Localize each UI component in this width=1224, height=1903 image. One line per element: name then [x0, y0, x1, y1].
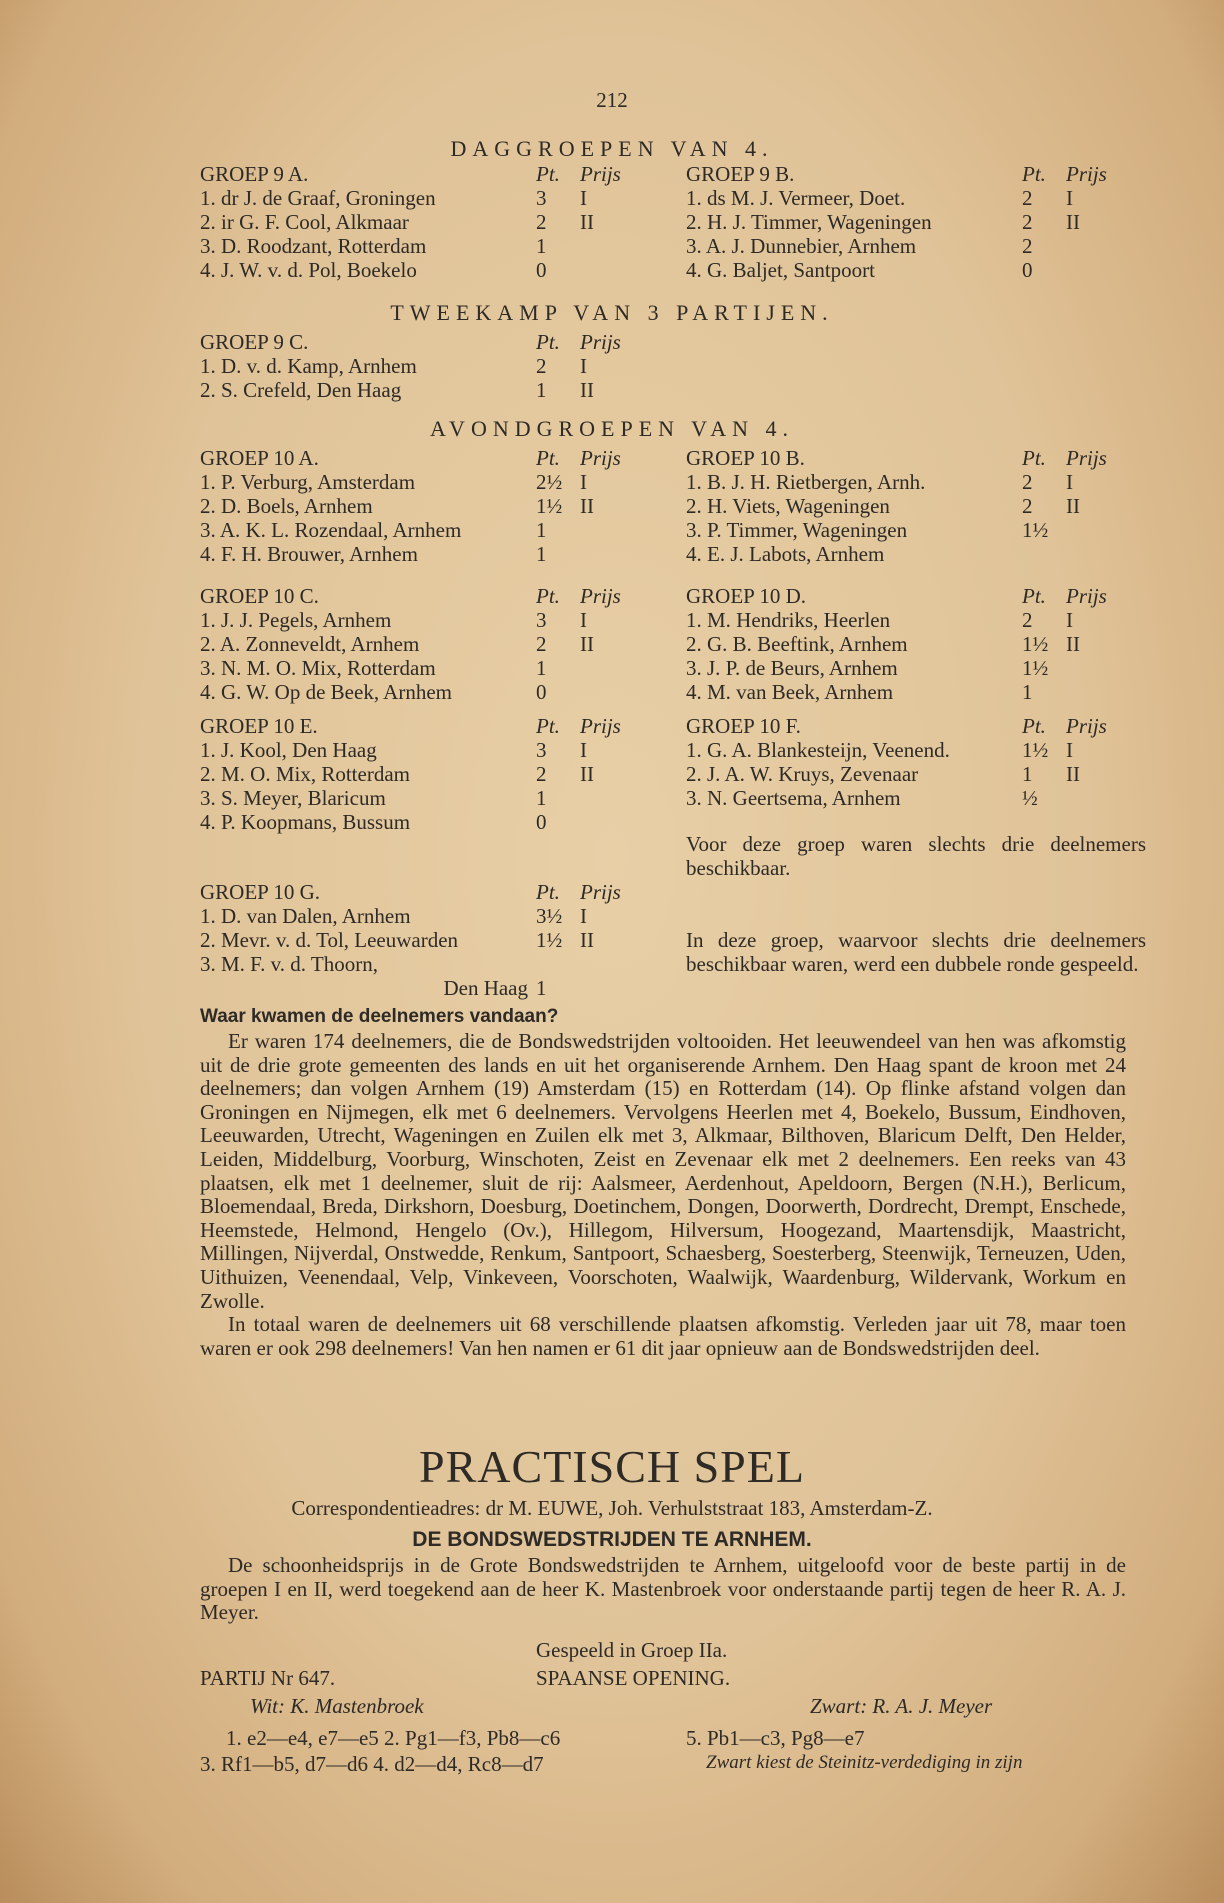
player-points: 1: [1022, 680, 1033, 704]
player-prize: [1066, 680, 1126, 704]
player-prize: [580, 258, 640, 282]
black-player: Zwart: R. A. J. Meyer: [810, 1694, 993, 1718]
group-table: [686, 714, 1126, 810]
origin-text: [200, 1030, 1126, 1360]
group-table: [686, 584, 1126, 704]
group-row: [200, 518, 640, 542]
group-row: [200, 976, 640, 1000]
group-row: [686, 608, 1126, 632]
group-row: [200, 542, 640, 566]
group-row: [686, 518, 1126, 542]
moves-line-3: 5. Pb1—c3, Pg8—e7: [686, 1726, 865, 1750]
player-points: 1: [536, 378, 547, 402]
player-points: 2: [1022, 234, 1033, 258]
player-points: 3: [536, 738, 547, 762]
player-name: 2. J. A. W. Kruys, Zevenaar: [686, 762, 919, 786]
player-points: 2: [1022, 608, 1033, 632]
player-prize: II: [580, 210, 594, 234]
group-row: [200, 608, 640, 632]
points-column-header: Pt.: [536, 714, 560, 738]
group-header: [200, 162, 640, 186]
page-number: 212: [596, 88, 628, 112]
player-prize: II: [1066, 494, 1080, 518]
group-row: [686, 234, 1126, 258]
player-points: 1½: [1022, 738, 1049, 762]
group-row: [200, 762, 640, 786]
group-row: [686, 542, 1126, 566]
group-row: [200, 186, 640, 210]
player-points: 2½: [536, 470, 563, 494]
player-prize: [580, 976, 640, 1000]
player-prize: II: [580, 928, 594, 952]
group-row: [200, 258, 640, 282]
group-table: [686, 446, 1126, 566]
player-name: 3. P. Timmer, Wageningen: [686, 518, 908, 542]
player-name: 1. G. A. Blankesteijn, Veenend.: [686, 738, 950, 762]
player-points: 0: [536, 258, 547, 282]
group-row: [200, 952, 640, 976]
player-prize: I: [1066, 738, 1073, 762]
player-name: 3. J. P. de Beurs, Arnhem: [686, 656, 898, 680]
player-name: 2. H. J. Timmer, Wageningen: [686, 210, 932, 234]
group-table: [200, 446, 640, 566]
player-name: 2. Mevr. v. d. Tol, Leeuwarden: [200, 928, 459, 952]
section-title-avondgroepen: AVONDGROEPEN VAN 4.: [430, 416, 794, 441]
player-name: 1. ds M. J. Vermeer, Doet.: [686, 186, 906, 210]
group-label: GROEP 10 G.: [200, 880, 320, 904]
player-name: 1. dr J. de Graaf, Groningen: [200, 186, 436, 210]
section-title-daggroepen: DAGGROEPEN VAN 4.: [450, 136, 774, 161]
player-prize: II: [580, 494, 594, 518]
practisch-paragraph: [200, 1554, 1126, 1625]
player-points: 3: [536, 608, 547, 632]
player-points: 2: [1022, 186, 1033, 210]
player-prize: I: [580, 186, 587, 210]
player-prize: II: [1066, 762, 1080, 786]
player-prize: [580, 656, 640, 680]
player-prize: II: [1066, 632, 1080, 656]
group-row: [686, 762, 1126, 786]
player-name: 1. D. van Dalen, Arnhem: [200, 904, 411, 928]
player-prize: I: [580, 470, 587, 494]
group-row: [686, 786, 1126, 810]
group-label: GROEP 10 A.: [200, 446, 319, 470]
player-prize: II: [580, 762, 594, 786]
player-prize: I: [580, 608, 587, 632]
player-points: 0: [536, 810, 547, 834]
group-row: [686, 632, 1126, 656]
prize-column-header: Prijs: [580, 162, 621, 186]
player-name: 1. J. Kool, Den Haag: [200, 738, 377, 762]
points-column-header: Pt.: [536, 584, 560, 608]
points-column-header: Pt.: [1022, 446, 1046, 470]
group-row: [686, 494, 1126, 518]
moves-comment: Zwart kiest de Steinitz-verdediging in zijn: [706, 1752, 1023, 1773]
group-table: [200, 330, 640, 402]
prize-column-header: Prijs: [580, 714, 621, 738]
player-name: 2. G. B. Beeftink, Arnhem: [686, 632, 908, 656]
group-table: [200, 714, 640, 834]
player-points: 2: [536, 210, 547, 234]
group-row: [200, 738, 640, 762]
group-row: [200, 928, 640, 952]
group-row: [686, 680, 1126, 704]
player-points: 1: [1022, 762, 1033, 786]
player-points: [1022, 542, 1066, 566]
player-prize: I: [1066, 470, 1073, 494]
player-name: 1. J. J. Pegels, Arnhem: [200, 608, 392, 632]
group-header: [200, 446, 640, 470]
player-points: 2: [536, 632, 547, 656]
player-points: 1½: [1022, 656, 1049, 680]
player-prize: [580, 786, 640, 810]
origin-paragraph-2: In totaal waren de deelnemers uit 68 verschillende plaatsen afkomstig. Verleden jaar uit 78, maar toen waren er ook 298 deelnemers! Van hen namen er 61 dit jaar opnieuw aan de Bondswedstrijden deel.: [200, 1312, 1126, 1360]
group-row: [200, 680, 640, 704]
group-label: GROEP 9 B.: [686, 162, 795, 186]
player-points: 1½: [1022, 632, 1049, 656]
group-row: [686, 738, 1126, 762]
note-group-f: Voor deze groep waren slechts drie deelnemers beschikbaar.: [686, 832, 1146, 880]
prize-column-header: Prijs: [580, 330, 621, 354]
player-points: 1½: [1022, 518, 1049, 542]
player-name: 4. M. van Beek, Arnhem: [686, 680, 894, 704]
player-name: Den Haag: [443, 976, 528, 1000]
player-prize: II: [1066, 210, 1080, 234]
note-group-g: In deze groep, waarvoor slechts drie deelnemers beschikbaar waren, werd een dubbele ronde gespeeld.: [686, 928, 1146, 976]
group-label: GROEP 10 E.: [200, 714, 318, 738]
white-player: Wit: K. Mastenbroek: [250, 1694, 424, 1718]
player-points: 3½: [536, 904, 563, 928]
origin-paragraph-1: Er waren 174 deelnemers, die de Bondswedstrijden voltooiden. Het leeuwendeel van hen was afkomstig uit de drie grote gemeenten des lands en uit het organiserende Arnhem. Den Haag spant de kroon met 24 deelnemers; dan volgen Arnhem (19) Amsterdam (15) en Rotterdam (14). Op flinke afstand volgen dan Groningen en Nijmegen, elk met 6 deelnemers. Vervolgens Heerlen met 4, Boekelo, Bussum, Eindhoven, Leeuwarden, Utrecht, Wageningen en Zuilen elk met 3, Alkmaar, Bilthoven, Blaricum Delft, Den Helder, Leiden, Middelburg, Voorburg, Winschoten, Zeist en Zevenaar elk met 2 deelnemers. Een reeks van 43 plaatsen, elk met 1 deelnemer, sluit de rij: Aalsmeer, Aerdenhout, Apeldoorn, Bergen (N.H.), Berlicum, Bloemendaal, Breda, Dirkshorn, Doesburg, Doetinchem, Dongen, Doorwerth, Dordrecht, Drempt, Enschede, Heemstede, Helmond, Hengelo (Ov.), Hillegom, Hilversum, Hoogezand, Maartensdijk, Maastricht, Millingen, Nijverdal, Onstwedde, Renkum, Santpoort, Schaesberg, Soesterberg, Steenwijk, Terneuzen, Uden, Uithuizen, Veenendaal, Velp, Vinkeveen, Voorschoten, Waalwijk, Waardenburg, Wildervank, Workum en Zwolle.: [200, 1029, 1126, 1313]
player-prize: [1066, 656, 1126, 680]
player-name: 4. P. Koopmans, Bussum: [200, 810, 411, 834]
group-label: GROEP 10 B.: [686, 446, 805, 470]
group-row: [200, 470, 640, 494]
practisch-paragraph-text: De schoonheidsprijs in de Grote Bondswedstrijden te Arnhem, uitgeloofd voor de beste partij in de groepen I en II, werd toegekend aan de heer K. Mastenbroek voor onderstaande partij tegen de heer R. A. J. Meyer.: [200, 1553, 1126, 1625]
group-table: [686, 162, 1126, 282]
prize-column-header: Prijs: [1066, 446, 1107, 470]
player-prize: [580, 680, 640, 704]
player-prize: I: [580, 738, 587, 762]
prize-column-header: Prijs: [580, 880, 621, 904]
player-prize: [580, 542, 640, 566]
player-name: 3. A. J. Dunnebier, Arnhem: [686, 234, 917, 258]
player-points: 1: [536, 976, 547, 1000]
points-column-header: Pt.: [536, 446, 560, 470]
player-name: 4. E. J. Labots, Arnhem: [686, 542, 885, 566]
group-row: [200, 632, 640, 656]
player-points: 2: [1022, 470, 1033, 494]
player-name: 2. ir G. F. Cool, Alkmaar: [200, 210, 409, 234]
player-points: 1: [536, 786, 547, 810]
section-title-tweekamp: TWEEKAMP VAN 3 PARTIJEN.: [390, 300, 834, 325]
group-header: [686, 584, 1126, 608]
group-label: GROEP 10 C.: [200, 584, 319, 608]
player-name: 3. N. M. O. Mix, Rotterdam: [200, 656, 436, 680]
prize-column-header: Prijs: [580, 446, 621, 470]
group-row: [200, 656, 640, 680]
played-in-group: Gespeeld in Groep IIa.: [536, 1638, 728, 1662]
player-prize: [1066, 518, 1126, 542]
opening-name: SPAANSE OPENING.: [536, 1666, 731, 1690]
player-prize: [1066, 786, 1126, 810]
player-prize: [1066, 258, 1126, 282]
group-row: [686, 258, 1126, 282]
player-points: [536, 952, 580, 976]
player-name: 4. G. Baljet, Santpoort: [686, 258, 875, 282]
player-points: 1: [536, 656, 547, 680]
prize-column-header: Prijs: [1066, 584, 1107, 608]
player-prize: [1066, 542, 1126, 566]
player-prize: I: [580, 354, 587, 378]
player-prize: [580, 810, 640, 834]
player-prize: I: [580, 904, 587, 928]
group-row: [200, 494, 640, 518]
subtitle-bondswedstrijden: DE BONDSWEDSTRIJDEN TE ARNHEM.: [412, 1528, 812, 1551]
partij-number: PARTIJ Nr 647.: [200, 1666, 336, 1690]
player-name: 1. M. Hendriks, Heerlen: [686, 608, 891, 632]
group-header: [200, 880, 640, 904]
player-points: 0: [536, 680, 547, 704]
player-name: 3. D. Roodzant, Rotterdam: [200, 234, 427, 258]
player-name: 3. A. K. L. Rozendaal, Arnhem: [200, 518, 462, 542]
player-points: 1: [536, 518, 547, 542]
group-row: [686, 186, 1126, 210]
player-name: 2. D. Boels, Arnhem: [200, 494, 373, 518]
group-header: [686, 162, 1126, 186]
player-points: 2: [536, 762, 547, 786]
player-name: 3. S. Meyer, Blaricum: [200, 786, 386, 810]
player-points: ½: [1022, 786, 1038, 810]
moves-line-2: 3. Rf1—b5, d7—d6 4. d2—d4, Rc8—d7: [200, 1752, 544, 1776]
group-row: [200, 234, 640, 258]
group-row: [686, 656, 1126, 680]
group-header: [686, 714, 1126, 738]
correspondence-address: Correspondentieadres: dr M. EUWE, Joh. Verhulststraat 183, Amsterdam-Z.: [291, 1496, 933, 1520]
points-column-header: Pt.: [1022, 584, 1046, 608]
player-name: 1. D. v. d. Kamp, Arnhem: [200, 354, 417, 378]
prize-column-header: Prijs: [1066, 162, 1107, 186]
group-row: [200, 210, 640, 234]
player-name: 2. S. Crefeld, Den Haag: [200, 378, 402, 402]
player-name: 1. B. J. H. Rietbergen, Arnh.: [686, 470, 926, 494]
player-prize: II: [580, 378, 594, 402]
group-label: GROEP 10 D.: [686, 584, 806, 608]
prize-column-header: Prijs: [580, 584, 621, 608]
player-name: 2. H. Viets, Wageningen: [686, 494, 890, 518]
group-row: [686, 470, 1126, 494]
group-table: [200, 584, 640, 704]
player-prize: [1066, 234, 1126, 258]
group-label: GROEP 9 C.: [200, 330, 309, 354]
prize-column-header: Prijs: [1066, 714, 1107, 738]
group-row: [200, 786, 640, 810]
group-header: [200, 714, 640, 738]
points-column-header: Pt.: [536, 162, 560, 186]
player-name: 3. N. Geertsema, Arnhem: [686, 786, 901, 810]
group-row: [200, 354, 640, 378]
origin-heading: Waar kwamen de deelnemers vandaan?: [200, 1006, 559, 1027]
player-prize: [580, 518, 640, 542]
points-column-header: Pt.: [1022, 162, 1046, 186]
group-header: [200, 584, 640, 608]
player-name: 2. A. Zonneveldt, Arnhem: [200, 632, 420, 656]
player-points: 0: [1022, 258, 1033, 282]
player-points: 1½: [536, 928, 563, 952]
player-points: 1: [536, 234, 547, 258]
player-points: 2: [1022, 494, 1033, 518]
practisch-spel-title: PRACTISCH SPEL: [419, 1441, 805, 1492]
points-column-header: Pt.: [536, 330, 560, 354]
player-points: 1: [536, 542, 547, 566]
player-name: 1. P. Verburg, Amsterdam: [200, 470, 416, 494]
group-label: GROEP 9 A.: [200, 162, 309, 186]
group-label: GROEP 10 F.: [686, 714, 801, 738]
player-points: 2: [536, 354, 547, 378]
group-table: [200, 162, 640, 282]
player-prize: [580, 234, 640, 258]
points-column-header: Pt.: [536, 880, 560, 904]
player-prize: I: [1066, 186, 1073, 210]
group-header: [200, 330, 640, 354]
player-points: 3: [536, 186, 547, 210]
points-column-header: Pt.: [1022, 714, 1046, 738]
player-points: 2: [1022, 210, 1033, 234]
group-row: [200, 904, 640, 928]
player-name: 2. M. O. Mix, Rotterdam: [200, 762, 410, 786]
player-name: 4. J. W. v. d. Pol, Boekelo: [200, 258, 417, 282]
player-prize: II: [580, 632, 594, 656]
player-name: 4. G. W. Op de Beek, Arnhem: [200, 680, 452, 704]
player-name: 3. M. F. v. d. Thoorn,: [200, 952, 378, 976]
player-prize: [580, 952, 640, 976]
player-points: 1½: [536, 494, 563, 518]
moves-line-1: 1. e2—e4, e7—e5 2. Pg1—f3, Pb8—c6: [226, 1726, 561, 1750]
group-row: [686, 210, 1126, 234]
player-name: 4. F. H. Brouwer, Arnhem: [200, 542, 418, 566]
group-row: [200, 378, 640, 402]
group-row: [200, 810, 640, 834]
player-prize: I: [1066, 608, 1073, 632]
group-table: [200, 880, 640, 1000]
group-header: [686, 446, 1126, 470]
